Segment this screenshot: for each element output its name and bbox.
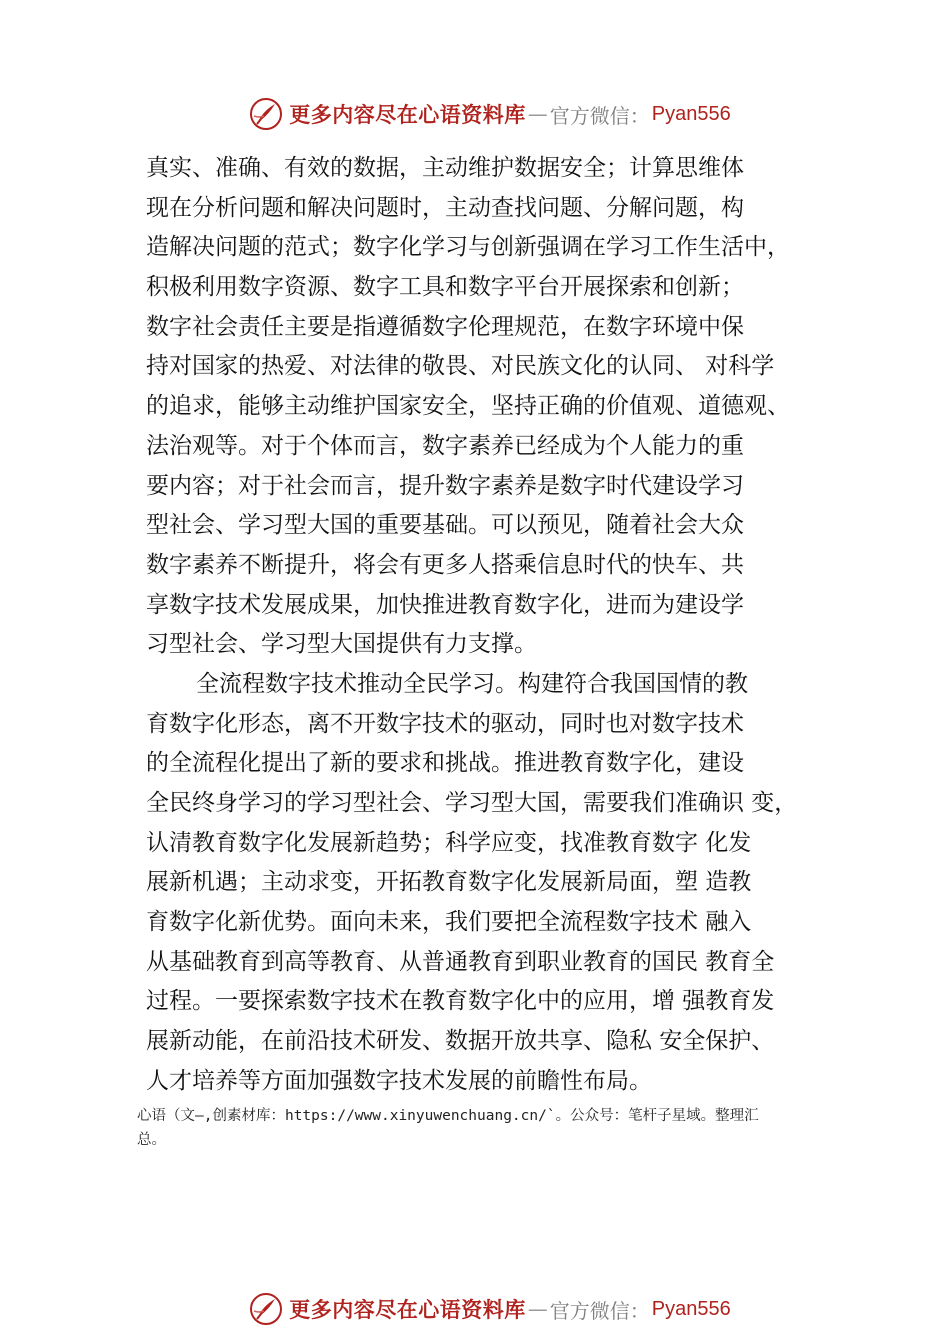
body-line: 享数字技术发展成果，加快推进教育数字化，进而为建设学 (146, 591, 744, 618)
banner-wechat-label: 官方微信： (549, 103, 650, 128)
footer-banner-content (249, 1292, 730, 1326)
body-line: 从基础教育到高等教育、从普通教育到职业教育的国民 教育全 (146, 948, 775, 975)
body-line: 育数字化形态，离不开数字技术的驱动，同时也对数字技术 (146, 710, 744, 737)
paragraph-start-line: 全流程数字技术推动全民学习。构建符合我国国情的教 (196, 670, 748, 697)
body-line: 真实、准确、有效的数据，主动维护数据安全；计算思维体 (146, 155, 744, 181)
body-line: 的全流程化提出了新的要求和挑战。推进教育数字化，建设 (146, 750, 744, 777)
source-note-line: 总。 (137, 1132, 166, 1148)
body-line: 人才培养等方面加强数字技术发展的前瞻性布局。 (146, 1067, 652, 1094)
document-body (146, 149, 846, 1102)
body-line: 型社会、学习型大国的重要基础。可以预见，随着社会大众 (146, 512, 744, 539)
quill-pen-logo-icon (249, 1292, 283, 1326)
body-line: 法治观等。对于个体而言，数字素养已经成为个人能力的重 (146, 432, 744, 459)
body-line: 全民终身学习的学习型社会、学习型大国，需要我们准确识 变， (146, 790, 798, 816)
banner-wechat-id: Pyan556 (651, 1297, 731, 1320)
body-line: 积极利用数字资源、数字工具和数字平台开展探索和创新； (146, 274, 744, 301)
body-line: 数字素养不断提升，将会有更多人搭乘信息时代的快车、共 (146, 551, 744, 578)
body-line: 认清教育数字化发展新趋势；科学应变，找准教育数字 化发 (146, 829, 752, 856)
source-note-line: 心语（文—,创素材库：https://www.xinyuwenchuang.cn/`。公众号：笔杆子星域。整理汇 (137, 1108, 759, 1124)
header-banner (0, 94, 950, 134)
banner-separator: — (527, 102, 548, 126)
banner-wechat-id: Pyan556 (651, 102, 731, 125)
footer-banner (0, 1289, 950, 1329)
body-line: 习型社会、学习型大国提供有力支撑。 (146, 631, 537, 658)
body-line: 现在分析问题和解决问题时，主动查找问题、分解问题，构 (146, 194, 744, 221)
body-line: 育数字化新优势。面向未来，我们要把全流程数字技术 融入 (146, 909, 752, 936)
body-line: 持对国家的热爱、对法律的敬畏、对民族文化的认同、 对科学 (146, 353, 775, 380)
body-line: 造解决问题的范式；数字化学习与创新强调在学习工作生活中， (146, 234, 790, 261)
banner-separator: — (527, 1297, 548, 1321)
banner-wechat-label: 官方微信： (549, 1298, 650, 1323)
body-line: 展新动能，在前沿技术研发、数据开放共享、隐私 安全保护、 (146, 1028, 775, 1055)
quill-pen-logo-icon (249, 97, 283, 131)
body-line: 要内容；对于社会而言，提升数字素养是数字时代建设学习 (146, 472, 744, 499)
source-note (137, 1104, 857, 1152)
banner-title: 更多内容尽在心语资料库 (289, 1297, 526, 1322)
body-line: 展新机遇；主动求变，开拓教育数字化发展新局面，塑 造教 (146, 869, 752, 896)
body-line: 数字社会责任主要是指遵循数字伦理规范，在数字环境中保 (146, 313, 744, 340)
header-banner-content (249, 97, 730, 131)
body-line: 过程。一要探索数字技术在教育数字化中的应用，增 强教育发 (146, 988, 775, 1015)
banner-title: 更多内容尽在心语资料库 (289, 102, 526, 127)
body-line: 的追求，能够主动维护国家安全，坚持正确的价值观、道德观、 (146, 393, 790, 420)
